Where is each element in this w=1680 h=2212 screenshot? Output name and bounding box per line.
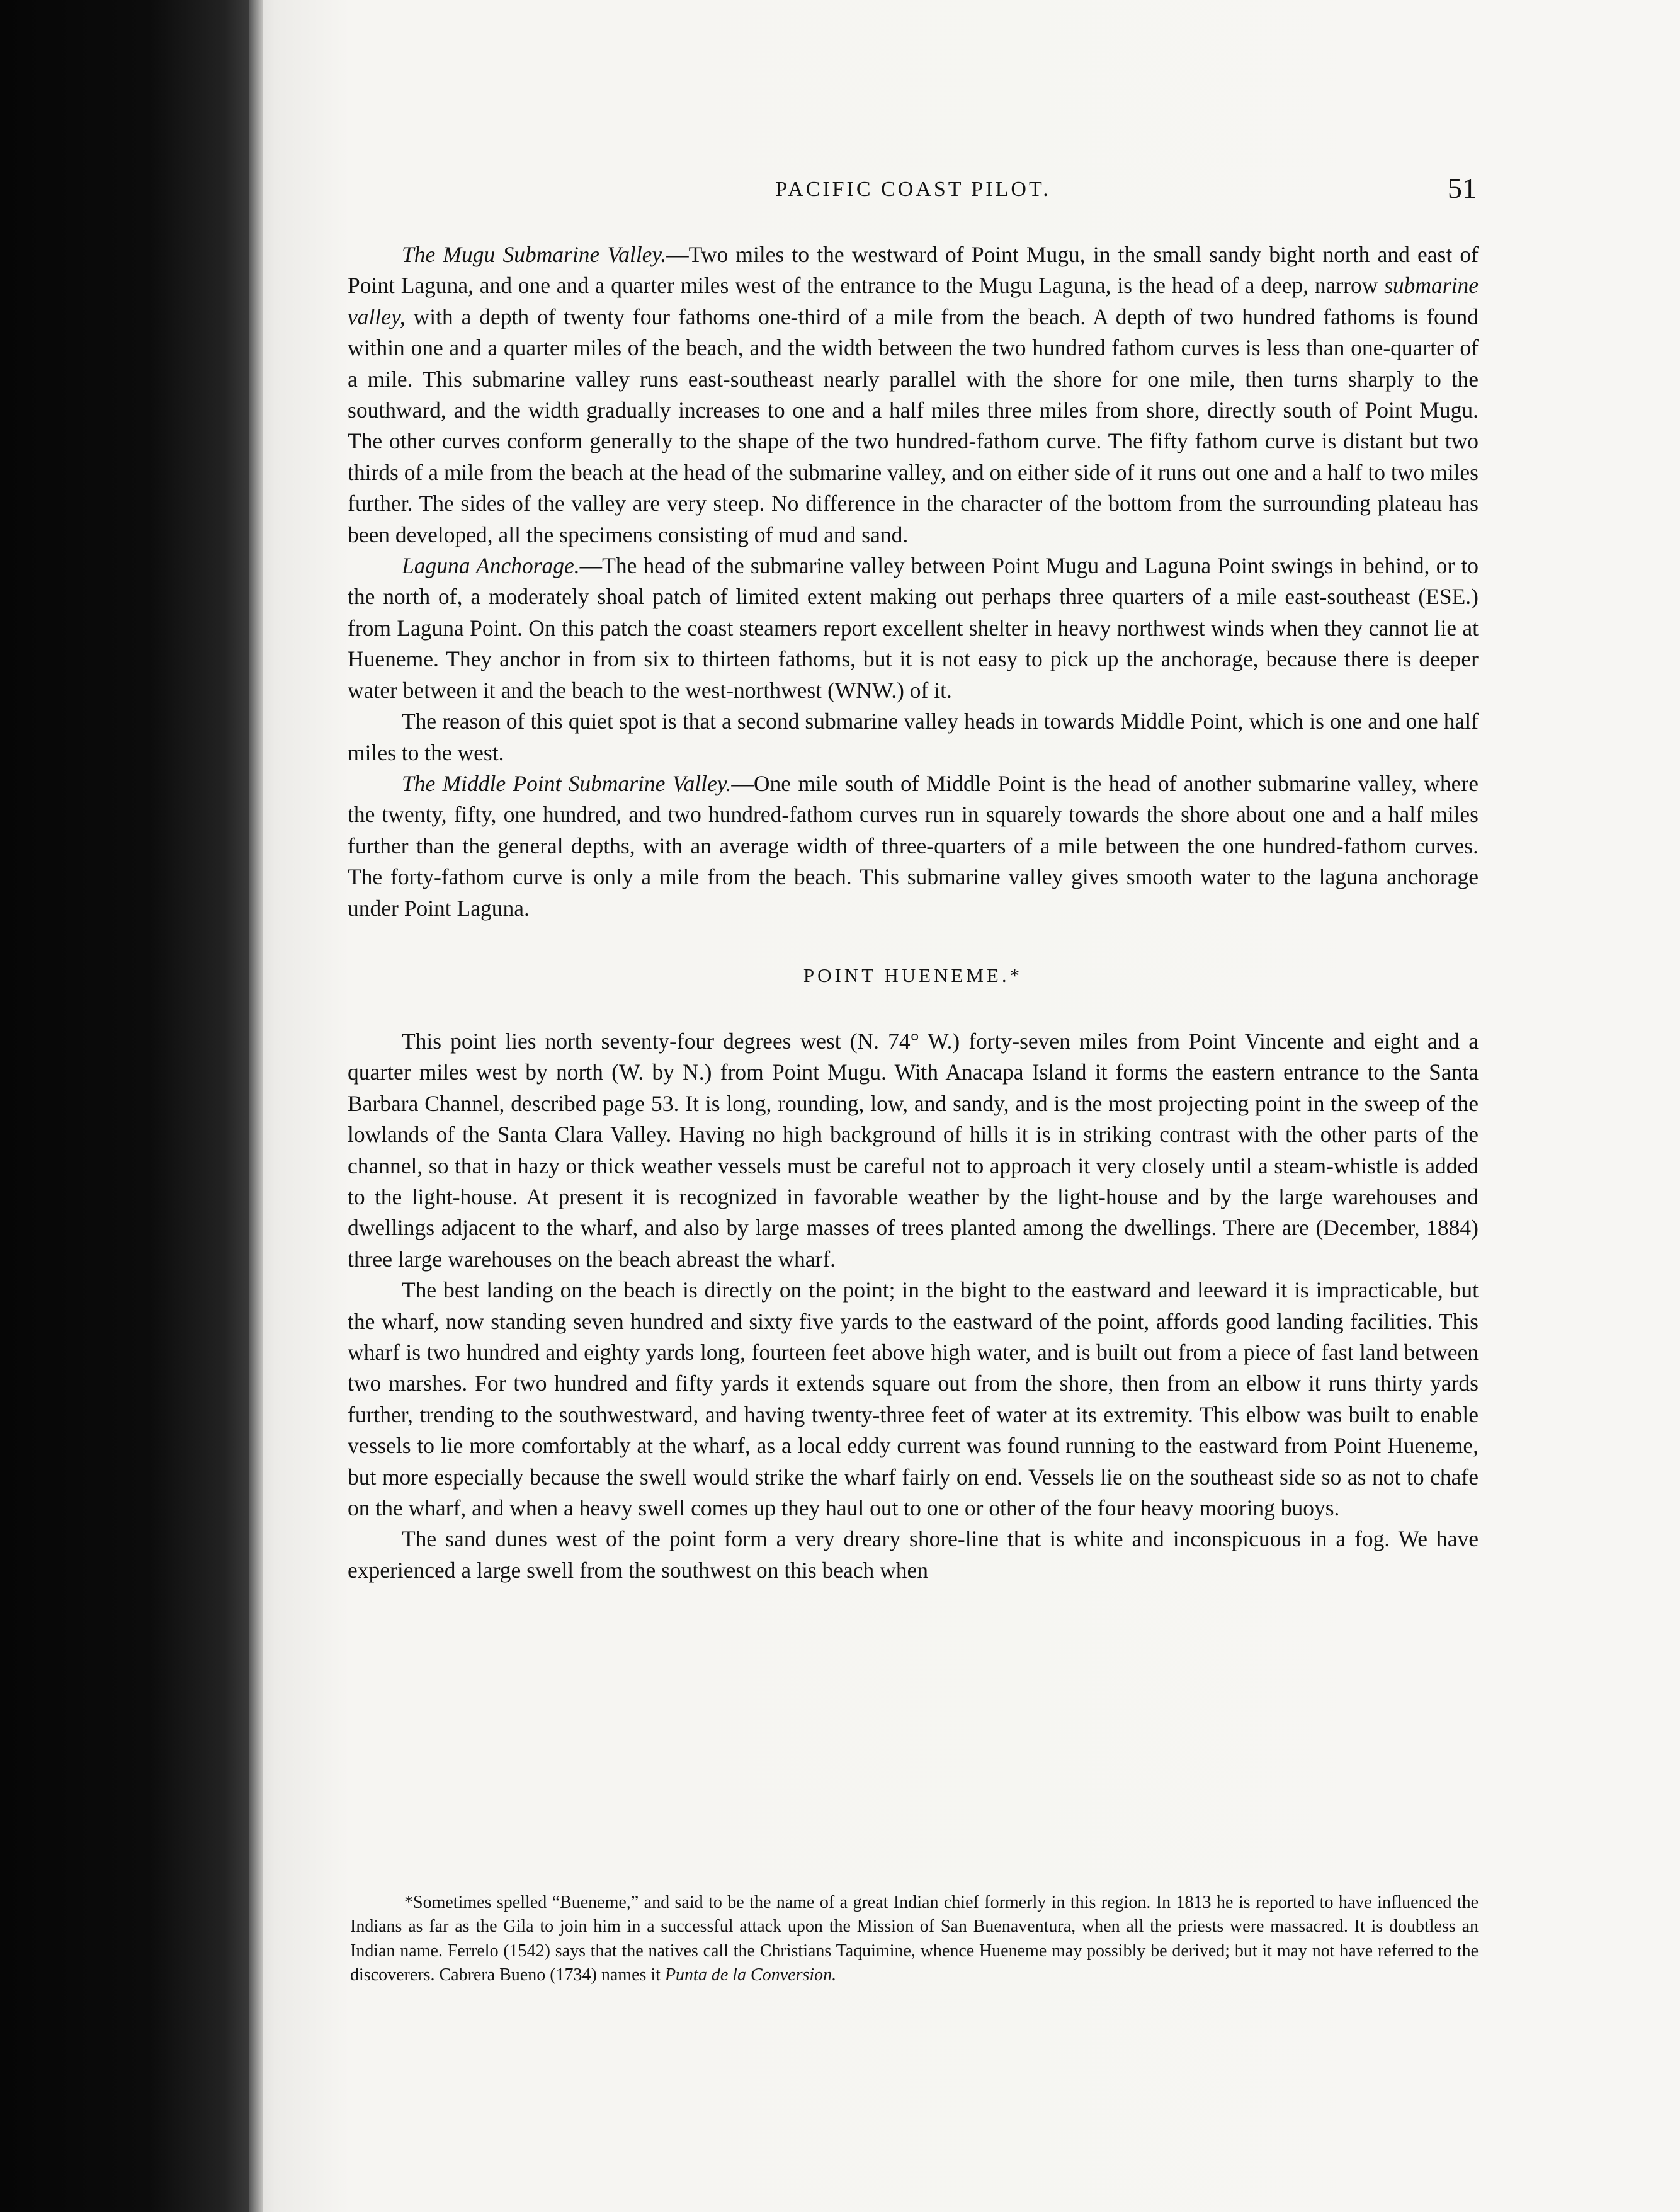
- run-in-heading: The Middle Point Submarine Valley.: [402, 770, 732, 796]
- paragraph-laguna-anchorage: [348, 550, 1479, 706]
- page-header: [349, 171, 1477, 209]
- page-gutter-shadow: [249, 0, 263, 2212]
- section-title: POINT HUENEME.*: [803, 964, 1023, 986]
- running-head: PACIFIC COAST PILOT.: [775, 178, 1051, 201]
- paragraph-landing-and-wharf: The best landing on the beach is directly on the point; in the bight to the eastward and leeward it is impracticable, but the wharf, now standing seven hundred and sixty five yards to the eastward of the point, affords good landing facilities. This wharf is two hundred and eighty yards long, fourteen feet above high water, and is built out from a piece of fast land between two marshes. For two hundred and fifty yards it extends square out from the shore, then from an elbow it runs thirty yards further, trending to the southwestward, and having twenty-three feet of water at its extremity. This elbow was built to enable vessels to lie more comfortably at the wharf, as a local eddy current was found running to the eastward from Point Hueneme, but more especially because the swell would strike the wharf fairly on end. Vessels lie on the southeast side so as not to chafe on the wharf, and when a heavy swell comes up they haul out to one or other of the four heavy mooring buoys.: [348, 1277, 1479, 1521]
- paragraph-point-hueneme-description: This point lies north seventy-four degrees west (N. 74° W.) forty-seven miles from Point Vincente and eight and a quarter miles west by north (W. by N.) from Point Mugu. With Anacapa Island it forms the eastern entrance to the Santa Barbara Channel, described page 53. It is long, rounding, low, and sandy, and is the most projecting point in the sweep of the lowlands of the Santa Clara Valley. Having no high background of hills it is in striking contrast with the other parts of the channel, so that in hazy or thick weather vessels must be careful not to approach it very closely until a steam-whistle is added to the light-house. At present it is recognized in favorable weather by the light-house and by the large warehouses and dwellings adjacent to the wharf, and also by large masses of trees planted among the dwellings. There are (December, 1884) three large warehouses on the beach abreast the wharf.: [348, 1028, 1479, 1272]
- paragraph-middle-point-submarine-valley: [348, 768, 1479, 924]
- page-number: 51: [1448, 172, 1477, 204]
- paragraph-mugu-submarine-valley: [348, 239, 1479, 550]
- paragraph-quiet-spot: The reason of this quiet spot is that a second submarine valley heads in towards Middle Point, which is one and one half miles to the west.: [348, 709, 1479, 765]
- paragraph-text: —The head of the submarine valley between Point Mugu and Laguna Point swings in behind, or to the north of, a moderately shoal patch of limited extent making out perhaps three quarters of a mile east-southeast (ESE.) from Laguna Point. On this patch the coast steamers report excellent shelter in heavy northwest winds when they cannot lie at Hueneme. They anchor in from six to thirteen fathoms, but it is not easy to pick up the anchorage, because there is deeper water between it and the beach to the west-northwest (WNW.) of it.: [348, 553, 1479, 703]
- italic-term: submarine valley,: [348, 273, 1479, 329]
- paragraph-text: —Two miles to the westward of Point Mugu, in the small sandy bight north and east of Point Laguna, and one and a quarter miles west of the entrance to the Mugu Laguna, is the head of a deep, narrow: [348, 242, 1479, 299]
- paragraph-text: —One mile south of Middle Point is the head of another submarine valley, where the twenty, fifty, one hundred, and two hundred-fathom curves run in squarely towards the shore about one and a half miles further than the general depths, with an average width of three-quarters of a mile between the one hundred-fathom curves. The forty-fathom curve is only a mile from the beach. This submarine valley gives smooth water to the laguna anchorage under Point Laguna.: [348, 770, 1479, 921]
- footnote-text: [350, 1891, 1479, 1988]
- footnote: [350, 1891, 1479, 1988]
- paragraph-text: with a depth of twenty four fathoms one-third of a mile from the beach. A depth of two hundred fathoms is found within one and a quarter miles of the beach, and the width between the two hundred fathom curves is less than one-quarter of a mile. This submarine valley runs east-southeast nearly parallel with the shore for one mile, then turns sharply to the southward, and the width gradually increases to one and a half miles three miles from shore, directly south of Point Mugu. The other curves conform generally to the shape of the two hundred-fathom curve. The fifty fathom curve is distant but two thirds of a mile from the beach at the head of the submarine valley, and on either side of it runs out one and a half to two miles further. The sides of the valley are very steep. No difference in the character of the bottom from the surrounding plateau has been developed, all the specimens consisting of mud and sand.: [348, 304, 1479, 547]
- run-in-heading: The Mugu Submarine Valley.: [402, 242, 667, 267]
- scan-dark-margin: [0, 0, 249, 2212]
- footnote-italic-term: Punta de la Conversion.: [664, 1965, 837, 1985]
- run-in-heading: Laguna Anchorage.: [402, 553, 580, 579]
- footnote-body: *Sometimes spelled “Bueneme,” and said to be the name of a great Indian chief formerly in this region. In 1813 he is reported to have influenced the Indians as far as the Gila to join him in a successful attack upon the Mission of San Buenaventura, when all the priests were massacred. It is doubtless an Indian name. Ferrelo (1542) says that the natives call the Christians Taquimine, whence Hueneme may possibly be derived; but it may not have referred to the discoverers. Cabrera Bueno (1734) names it: [350, 1893, 1479, 1985]
- paragraph-sand-dunes: The sand dunes west of the point form a very dreary shore-line that is white and inconspicuous in a fog. We have experienced a large swell from the southwest on this beach when: [348, 1526, 1479, 1583]
- body-text: [348, 239, 1479, 1586]
